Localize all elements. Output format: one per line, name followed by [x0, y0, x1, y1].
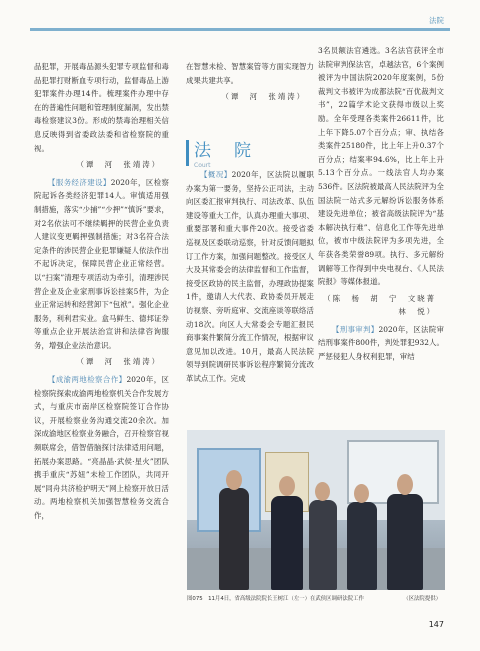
byline: （谭 河 张靖涛） [76, 160, 161, 170]
photo-caption [187, 594, 445, 602]
page-number: 147 [428, 620, 444, 629]
photo-person [347, 502, 377, 590]
section-title-english: Court [194, 162, 211, 169]
paragraph: 【刑事审判】2020年，区法院审结刑事案件800件，判处罪犯932人。严惩侵犯人身权利犯罪，审结 [318, 324, 444, 362]
photo-caption-text: 图075 11月4日，省高级法院院长王树江（左一）在武侯区调研法院工作 [187, 596, 364, 602]
photo-head [279, 476, 295, 496]
photo-person [219, 488, 249, 590]
paragraph: 3名员额法官遴选。3名法官获评全市法院审判保法官，卓越法官，6个案例被评为中国法院2020年度案例，5份裁判文书被评为成都法院“百优裁判文书”，22篇学术论文获得市级以上奖励。全年受理各类案件26611件，比上年下降5.07个百分点；审、执结各类案件25180件，比上年上升0.37个百分点；结案率94.6%，比上年上升5.13个百分点。一线法官人均办案536件。区法院被最高人民法院评为全国法院一站式多元解纷诉讼服务体系建设先进单位；被省高级法院评为“基本解决执行难”、信息化工作等先进单位，被市中级法院评为多项先进，全年获各类荣誉89项。执行、多元解纷调解等工作得到中央电视台、《人民法院报》等媒体报道。 [318, 46, 444, 287]
photo-person [271, 496, 303, 590]
photo-head [226, 470, 242, 490]
column-2-body [186, 168, 314, 386]
column-1 [34, 60, 169, 523]
column-2 [186, 60, 314, 108]
photo-head [315, 482, 330, 501]
byline: （谭 河 张靖涛） [76, 357, 161, 367]
header-section-label: 法院 [429, 16, 444, 25]
section-title-marker [186, 140, 189, 166]
photo-person [387, 494, 423, 590]
paragraph: 【服务经济建设】2020年，区检察院起诉各类经济犯罪14人。审慎适用强制措施，落实“少捕”“少押”“慎诉”要求，对2名依法可不继续羁押的民营企业负责人建议变更羁押强制措施；对3名符合法定条件的涉民营企业犯罪嫌疑人依法作出不起诉决定，保障民营企业正常经营。以“扫案”清理专项活动为牵引，清理涉民营企业及企业家刑事诉讼挂案5件，为企业正常运转和经营卸下“包袱”。强化企业服务，利利君实业。盒马鲜生、德邦证券等重点企业开展法治宣讲和法律咨询服务，增强企业法治意识。 [34, 177, 169, 350]
paragraph: 品犯罪，开展毒品源头犯罪专项监督和毒品犯罪打财断血专项行动，监督毒品上游犯罪案件办理14件。梳理案件办理中存在的普遍性问题和管理制度漏洞，发出禁毒检察建议3份。形成的禁毒治理相关信息反映得到省委政法委和省检察院的重视。 [34, 62, 169, 153]
paragraph: 【成渝两地检察合作】2020年，区检察院探索成渝两地检察机关合作发展方式，与重庆市南岸区检察院签订合作协议，开展检察业务沟通交流20余次。加深成渝地区检察业务融合，召开检察官视频联席会，借智借脑探讨法律适用问题，拓展办案思路。“亮晶晶·武侯·星火”团队携手重庆“苏妞”未检工作团队，共同开展“同舟共济检护明天”网上检察开放日活动。两地检察机关加强智慧检务交流合作， [34, 375, 169, 520]
photo-credit: （区法院提供） [403, 596, 441, 602]
photo-head [354, 484, 369, 503]
section-title-text: 法 院 [194, 141, 254, 161]
column-3 [318, 44, 444, 364]
byline: （谭 河 张靖涛） [221, 92, 306, 102]
photo-person [309, 500, 337, 590]
photo-head [397, 474, 413, 495]
paragraph: 【概况】2020年，区法院以履职办案为第一要务，坚持公正司法，主动向区委汇报审判执行、司法改革、队伍建设等重大工作，认真办理重大事项、重要部署和重大事件20次。接受省委巡视及区委联动巡察，针对反馈问题拟订工作方案，加强问题整改。接受区人大及其常委会的法律监督和工作监督，接受区政协的民主监督，办理政协提案1件，邀请人大代表、政协委员开展走访视察、旁听庭审、交流座谈等联络活动18次。向区人大常委会专题汇报民商事案件繁简分流工作情况，根据审议意见加以改进。10月，最高人民法院领导到院调研民事诉讼程序繁简分流改革试点工作。完成 [186, 170, 314, 383]
news-photo [187, 430, 445, 590]
header-rule [30, 28, 450, 31]
topic-tag: 【概况】 [200, 170, 232, 179]
topic-tag: 【服务经济建设】 [48, 177, 111, 187]
byline: （陈 杨 胡 宁 文晓菁 林 悦） [323, 293, 446, 317]
paragraph: 在智慧未检、智慧案管等方面实现智力成果共建共享。 [186, 62, 314, 85]
topic-tag: 【刑事审判】 [332, 324, 379, 334]
topic-tag: 【成渝两地检察合作】 [48, 375, 127, 385]
